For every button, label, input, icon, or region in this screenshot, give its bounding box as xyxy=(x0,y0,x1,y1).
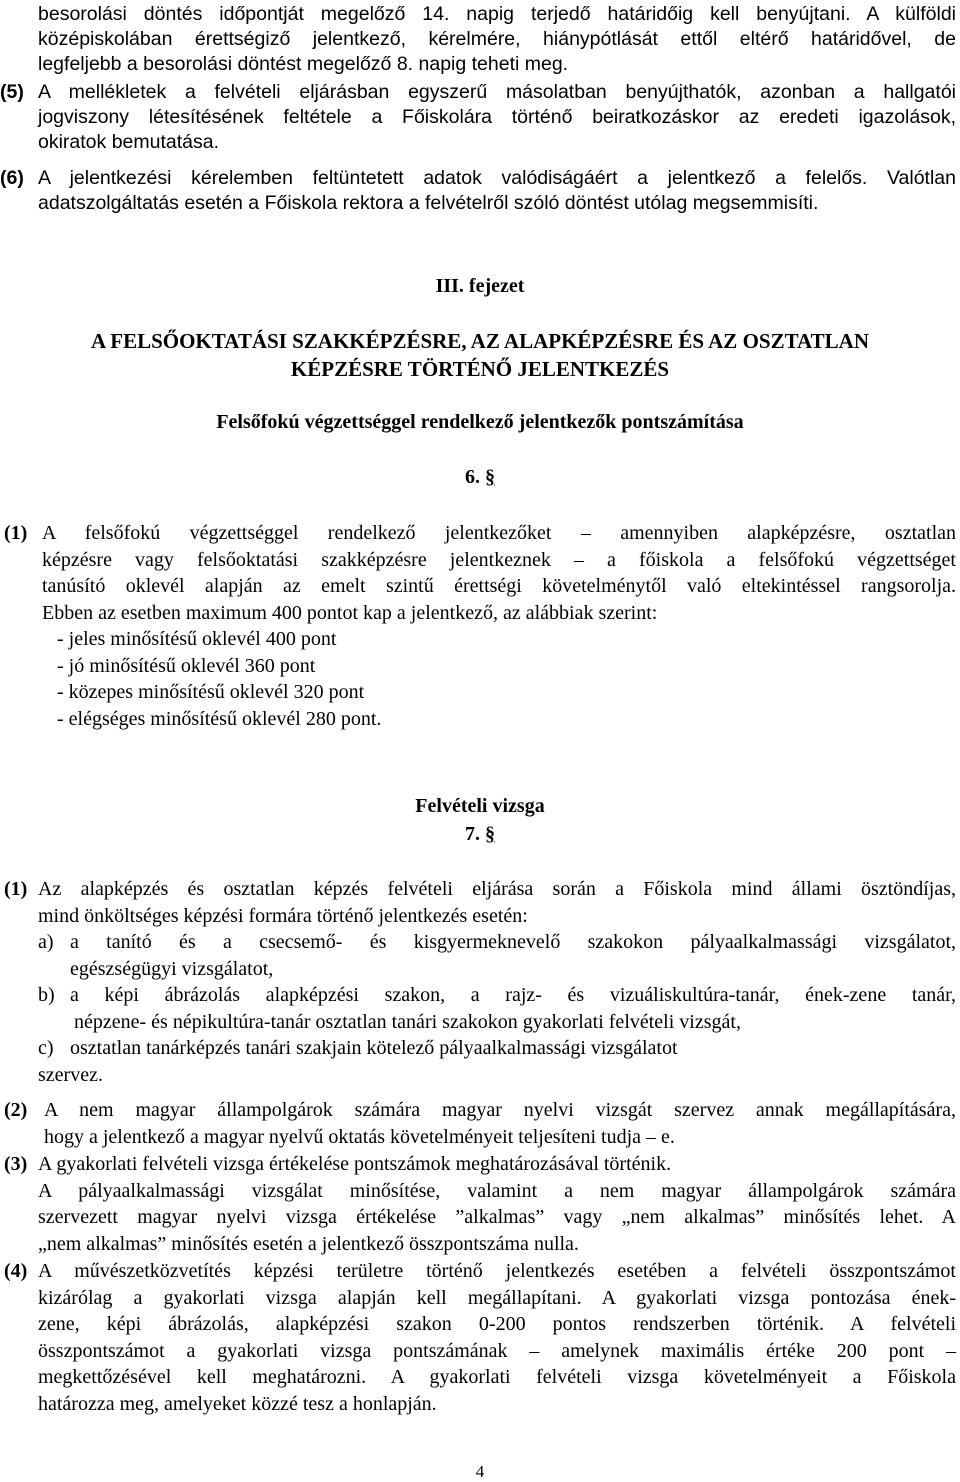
text-line: legfeljebb a besorolási döntést megelőző 8. napig teheti meg. xyxy=(38,53,569,75)
text-line: adatszolgáltatás esetén a Főiskola rektora a felvételről szóló döntést utólag megsemmisíti. xyxy=(38,192,819,214)
text-line: népzene- és népikultúra-tanár osztatlan tanári szakokon gyakorlati felvételi vizsgát, xyxy=(74,1010,741,1033)
section-6-paragraph-1 xyxy=(0,520,956,732)
text-line: A jelentkezési kérelemben feltüntetett adatok valódiságáért a jelentkező a felelős. Valótlan xyxy=(38,167,956,189)
page-number: 4 xyxy=(475,1462,485,1481)
list-item-c xyxy=(38,1035,956,1088)
section-7-paragraph-2 xyxy=(0,1097,956,1150)
list-item: - jeles minősítésű oklevél 400 pont xyxy=(57,628,337,650)
section-mark: § xyxy=(485,823,495,845)
chapter-heading: III. fejezet xyxy=(435,275,525,297)
list-item-a xyxy=(38,929,956,982)
list-item: - elégséges minősítésű oklevél 280 pont. xyxy=(57,707,382,730)
text-line: a tanító és a csecsemő- és kisgyermeknevelő szakokon pályaalkalmassági vizsgálatot, xyxy=(70,931,956,953)
text-line: Az alapképzés és osztatlan képzés felvételi eljárása során a Főiskola mind állami ösztöndíjas, xyxy=(38,878,956,900)
chapter-title-line-2: KÉPZÉSRE TÖRTÉNŐ JELENTKEZÉS xyxy=(290,357,670,381)
list-item: - közepes minősítésű oklevél 320 pont xyxy=(57,681,365,703)
paragraph-number: (6) xyxy=(0,167,24,189)
text-line: jogviszony létesítésének feltétele a Főiskolára történő beiratkozáskor az eredeti igazolások, xyxy=(38,106,956,128)
text-line: összpontszámot a gyakorlati vizsga pontszámának – amelynek maximális értéke 200 pont – xyxy=(38,1339,956,1362)
chapter-title-line-1: A FELSŐOKTATÁSI SZAKKÉPZÉSRE, AZ ALAPKÉPZÉSRE ÉS AZ OSZTATLAN xyxy=(90,329,869,353)
section-7-paragraph-1 xyxy=(0,876,956,1088)
text-line: A pályaalkalmassági vizsgálat minősítése, valamint a nem magyar állampolgárok számára xyxy=(38,1179,956,1202)
list-item-b xyxy=(38,982,956,1035)
grade-list xyxy=(57,626,956,732)
text-line: besorolási döntés időpontját megelőző 14. napig terjedő határidőig kell benyújtani. A külföldi xyxy=(38,3,956,25)
section-number: 6. xyxy=(465,466,480,488)
text-line: tanúsító oklevél alapján az emelt szintű érettségi követelménytől való eltekintéssel rangsorolja. xyxy=(42,575,956,597)
section-7-paragraph-4 xyxy=(0,1258,956,1417)
text-line: megkettőzésével kell meghatározni. A gyakorlati felvételi vizsga követelményeit a Főiskola xyxy=(38,1366,956,1388)
paragraph-number: (4) xyxy=(4,1260,28,1282)
text-line: A gyakorlati felvételi vizsga értékelése pontszámok meghatározásával történik. xyxy=(38,1153,672,1175)
text-line: hogy a jelentkező a magyar nyelvű oktatás követelményeit teljesíteni tudja – e. xyxy=(44,1125,675,1148)
text-line: okiratok bemutatása. xyxy=(38,131,220,153)
section-number: 7. xyxy=(465,823,480,845)
paragraph-number: (2) xyxy=(4,1099,28,1121)
text-line: egészségügyi vizsgálatot, xyxy=(70,957,274,980)
paragraph-number: (3) xyxy=(4,1153,28,1175)
text-line: A felsőfokú végzettséggel rendelkező jelentkezőket – amennyiben alapképzésre, osztatlan xyxy=(42,522,956,544)
paragraph-6 xyxy=(0,166,956,216)
text-line: A nem magyar állampolgárok számára magyar nyelvi vizsgát szervez annak megállapítására, xyxy=(44,1099,956,1121)
text-line: a képi ábrázolás alapképzési szakon, a rajz- és vizuáliskultúra-tanár, ének-zene tanár, xyxy=(70,984,956,1006)
text-line: szervez. xyxy=(38,1063,103,1086)
text-line: osztatlan tanárképzés tanári szakjain kötelező pályaalkalmassági vizsgálatot xyxy=(70,1037,678,1059)
section-6-number xyxy=(0,464,960,491)
paragraph-number: (1) xyxy=(4,878,28,900)
text-line: Ebben az esetben maximum 400 pontot kap a jelentkező, az alábbiak szerint: xyxy=(42,601,658,624)
text-line: határozza meg, amelyeket közzé tesz a honlapján. xyxy=(38,1392,437,1415)
text-line: kizárólag a gyakorlati vizsga alapján kell megállapítani. A gyakorlati vizsga pontozása ének- xyxy=(38,1286,956,1309)
section-subtitle: Felsőfokú végzettséggel rendelkező jelentkezők pontszámítása xyxy=(216,411,744,433)
text-line: A mellékletek a felvételi eljárásban egyszerű másolatban benyújthatók, azonban a hallgatói xyxy=(38,81,956,103)
list-label: c) xyxy=(38,1037,54,1059)
paragraph-number: (5) xyxy=(0,81,24,103)
list-label: a) xyxy=(38,931,54,953)
list-label: b) xyxy=(38,984,55,1006)
list-item: - jó minősítésű oklevél 360 pont xyxy=(57,654,316,677)
section-7-paragraph-3 xyxy=(0,1151,956,1257)
text-line: zene, képi ábrázolás, alapképzési szakon 0-200 pontos rendszerben történik. A felvételi xyxy=(38,1313,956,1335)
paragraph-number: (1) xyxy=(4,522,28,544)
paragraph-continuation xyxy=(38,2,956,77)
text-line: „nem alkalmas” minősítés esetén a jelentkező összpontszáma nulla. xyxy=(38,1232,579,1255)
text-line: képzésre vagy felsőoktatási szakképzésre jelentkeznek – a főiskola a felsőfokú végzettséget xyxy=(42,548,956,571)
text-line: szervezett magyar nyelvi vizsga értékelése ”alkalmas” vagy „nem alkalmas” minősítés lehet. A xyxy=(38,1206,956,1228)
section-mark: § xyxy=(485,466,495,488)
section-7-title: Felvételi vizsga xyxy=(415,795,545,817)
text-line: mind önköltséges képzési formára történő jelentkezés esetén: xyxy=(38,904,528,927)
section-7-number xyxy=(0,821,960,848)
text-line: középiskolában érettségiző jelentkező, kérelmére, hiánypótlását ettől eltérő határidővel, de xyxy=(38,28,956,50)
paragraph-5 xyxy=(0,80,956,155)
text-line: A művészetközvetítés képzési területre történő jelentkezés esetében a felvételi összpontszámot xyxy=(38,1260,956,1282)
